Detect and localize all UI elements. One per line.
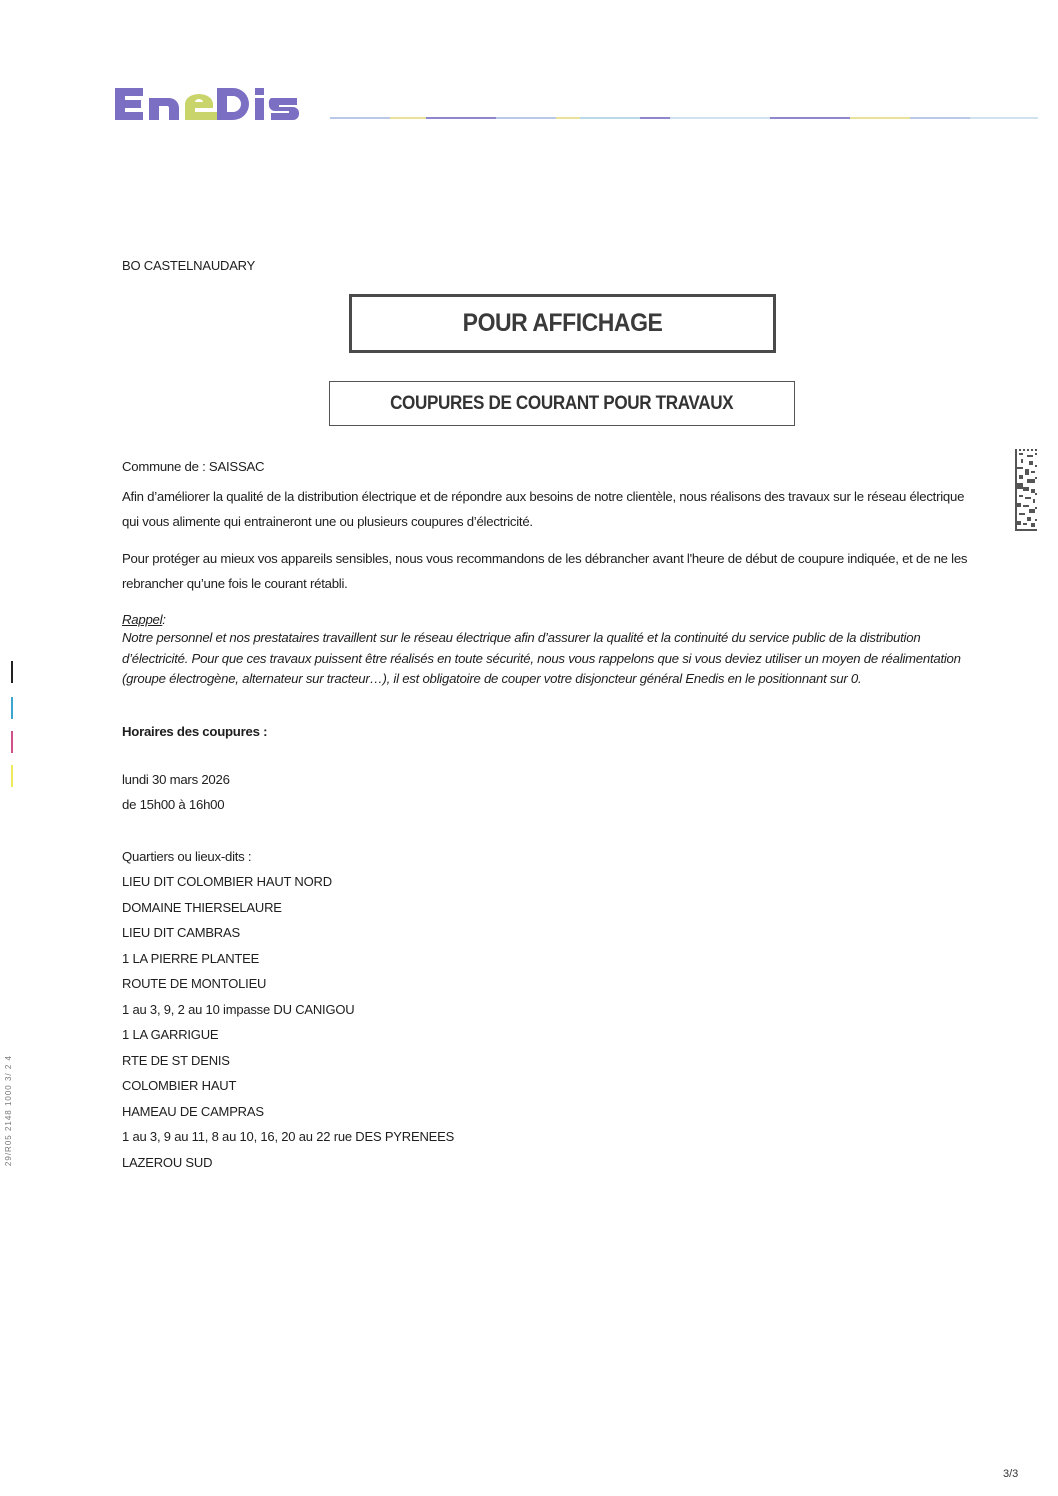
schedule-heading: Horaires des coupures : xyxy=(122,724,268,739)
location-item: COLOMBIER HAUT xyxy=(122,1078,237,1093)
location-item: 1 au 3, 9, 2 au 10 impasse DU CANIGOU xyxy=(122,1001,355,1017)
datamatrix-code-icon xyxy=(1015,449,1037,531)
outage-date: lundi 30 mars 2026 xyxy=(122,772,230,787)
location-item: LAZEROU SUD xyxy=(122,1154,213,1170)
location-item: RTE DE ST DENIS xyxy=(122,1052,230,1068)
enedis-logo-icon xyxy=(113,82,313,126)
registration-mark-cyan xyxy=(11,697,13,719)
location-item: ROUTE DE MONTOLIEU xyxy=(122,976,267,991)
location-item: DOMAINE THIERSELAURE xyxy=(122,899,282,915)
location-item: 1 LA GARRIGUE xyxy=(122,1027,219,1042)
registration-mark-magenta xyxy=(11,731,13,753)
sub-heading: COUPURES DE COURANT POUR TRAVAUX xyxy=(390,392,734,414)
main-heading: POUR AFFICHAGE xyxy=(462,309,663,337)
rappel-body: Notre personnel et nos prestataires travaillent sur le réseau électrique afin d’assurer la qualité et la continuité du service public de la distribution d’électricité. Pour que ces travaux puissent être réalisés en toute sécurité, nous vous rappelons que si vous deviez utiliser un moyen de réalimentation (groupe électrogène, alternateur sur tracteur…), il est obligatoire de couper votre disjoncteur général Enedis en le positionnant sur 0. xyxy=(122,630,961,686)
location-item: LIEU DIT COLOMBIER HAUT NORD xyxy=(122,874,332,889)
intro-paragraph: Afin d’améliorer la qualité de la distribution électrique et de répondre aux besoins de notre clientèle, nous réalisons des travaux sur le réseau électrique qui vous alimente qui entraineront une ou plusieurs coupures d’électricité. xyxy=(122,489,965,529)
page-number: 3/3 xyxy=(1003,1468,1019,1480)
location-item: HAMEAU DE CAMPRAS xyxy=(122,1103,264,1119)
margin-reference-code: 29/R05 2148 1000 3/ 2 4 xyxy=(4,1055,13,1167)
commune-line: Commune de : SAISSAC xyxy=(122,459,265,474)
location-item: 1 au 3, 9 au 11, 8 au 10, 16, 20 au 22 rue DES PYRENEES xyxy=(122,1129,455,1144)
rappel-label: Rappel xyxy=(122,612,163,627)
enedis-logo xyxy=(113,82,313,126)
main-heading-box xyxy=(349,294,776,353)
rappel-colon: : xyxy=(162,612,166,627)
registration-mark-yellow xyxy=(11,765,13,787)
sender-office: BO CASTELNAUDARY xyxy=(122,258,256,273)
sub-heading-box xyxy=(329,381,795,426)
locations-list xyxy=(122,869,454,1175)
locations-heading: Quartiers ou lieux-dits : xyxy=(122,849,252,864)
registration-mark-black xyxy=(11,661,13,683)
header-rule xyxy=(330,117,1038,120)
recommendation-paragraph: Pour protéger au mieux vos appareils sensibles, nous vous recommandons de les débrancher avant l'heure de début de coupure indiquée, et de ne les rebrancher qu’une fois le courant rétabli. xyxy=(122,551,968,591)
location-item: 1 LA PIERRE PLANTEE xyxy=(122,950,260,966)
outage-time: de 15h00 à 16h00 xyxy=(122,797,225,812)
rappel-heading xyxy=(122,610,166,630)
location-item: LIEU DIT CAMBRAS xyxy=(122,925,240,940)
